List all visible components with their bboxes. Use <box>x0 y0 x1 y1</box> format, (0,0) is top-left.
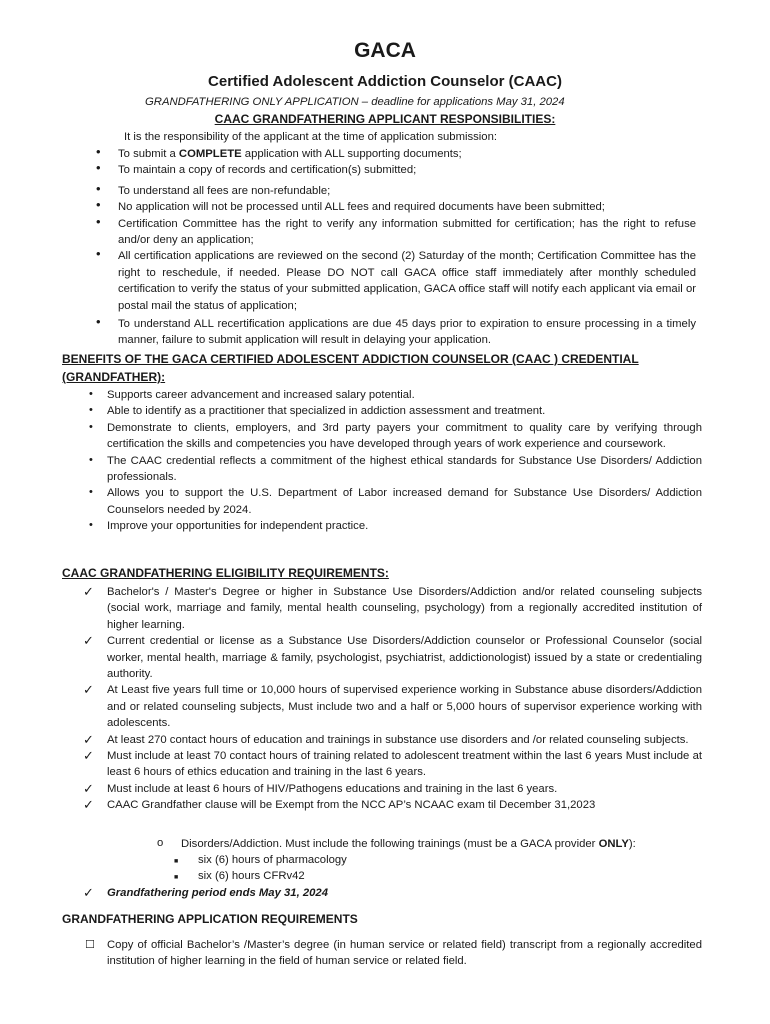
eligibility-subitem <box>157 836 721 852</box>
item-text: Allows you to support the U.S. Department of Labor increased demand for Substance Use Disorders/ Addiction Counselors needed by 2024. <box>107 487 702 516</box>
bullet-icon: • <box>96 160 101 176</box>
item-text: ): <box>628 838 636 850</box>
bullet-icon: • <box>96 314 101 330</box>
list-item <box>96 160 696 178</box>
app-requirements-heading: GRANDFATHERING APPLICATION REQUIREMENTS <box>62 912 358 926</box>
item-text: Must include at least 70 contact hours of training related to adolescent treatment within the last 6 years Must include at least 6 hours of ethics education and training in the last 6 years. <box>107 750 702 779</box>
square-bullet-icon: ■ <box>174 858 179 865</box>
item-text: All certification applications are reviewed on the second (2) Saturday of the month; Certification Committee has the right to reschedule, if needed. Please DO NOT call GACA office staff immediately after monthly scheduled certification to verify the status of your submitted application, GACA office staff will notify each applicant via email or postal mail the status of application; <box>118 250 696 312</box>
list-item <box>83 584 702 633</box>
item-text: Supports career advancement and increased salary potential. <box>107 389 415 401</box>
eligibility-subsub-item <box>174 868 305 884</box>
application-subtitle: GRANDFATHERING ONLY APPLICATION – deadline for applications May 31, 2024 <box>145 96 565 108</box>
responsibilities-intro: It is the responsibility of the applicant at the time of application submission: <box>124 131 497 143</box>
checkmark-icon: ✓ <box>83 633 94 649</box>
item-text: Certification Committee has the right to verify any information submitted for certification; has the right to refuse and/or deny an application; <box>118 217 696 247</box>
item-text: To maintain a copy of records and certification(s) submitted; <box>118 164 417 177</box>
checkmark-icon: ✓ <box>83 584 94 599</box>
bullet-icon: • <box>89 420 93 433</box>
item-text: No application will not be processed until ALL fees and required documents have been submitted; <box>118 201 605 214</box>
item-text: To understand all fees are non-refundable; <box>118 184 331 197</box>
responsibilities-list <box>96 144 696 347</box>
item-text: Current credential or license as a Substance Use Disorders/Addiction counselor or Professional Counselor (social worker, mental health, marriage & family, psychologist, psychiatrist, addictionologist) issued by a state or credentialing authority. <box>107 635 702 681</box>
bullet-icon: • <box>89 404 93 417</box>
item-text: Improve your opportunities for independent practice. <box>107 520 369 533</box>
list-item <box>89 420 702 453</box>
list-item <box>96 197 696 215</box>
list-item <box>83 797 702 813</box>
checkmark-icon: ✓ <box>83 748 94 764</box>
item-emphasis: COMPLETE <box>178 148 242 160</box>
item-text: Bachelor's / Master's Degree or higher in Substance Use Disorders/Addiction and/or related counseling subjects (social work, marriage and family, mental health counseling, psychology) from a regionally accredited institution of higher learning. <box>107 586 702 631</box>
bullet-icon: • <box>96 246 101 262</box>
item-text: application with ALL supporting documents; <box>241 148 462 160</box>
item-text: CAAC Grandfather clause will be Exempt from the NCC AP’s NCAAC exam til December 31,2023 <box>107 799 596 812</box>
doc-title: Certified Adolescent Addiction Counselor (CAAC) <box>208 73 562 90</box>
list-item <box>83 633 702 682</box>
benefits-heading: BENEFITS OF THE GACA CERTIFIED ADOLESCENT ADDICTION COUNSELOR (CAAC ) CREDENTIAL (GRANDFATHER): <box>62 352 639 384</box>
item-text: Grandfathering period ends May 31, 2024 <box>107 887 328 899</box>
list-item <box>96 246 696 314</box>
list-item <box>89 453 702 486</box>
list-item <box>89 403 702 419</box>
item-text: Copy of official Bachelor’s /Master’s degree (in human service or related field) transcript from a regionally accredited institution of higher learning in the field of human service or related field. <box>107 939 702 968</box>
eligibility-final-item <box>83 885 328 901</box>
item-text: At least 270 contact hours of education and trainings in substance use disorders and /or related counseling subjects. <box>107 733 689 746</box>
list-item <box>89 387 702 403</box>
list-item <box>89 485 702 518</box>
list-item <box>83 731 702 748</box>
list-item <box>83 780 702 797</box>
app-requirement-item <box>85 937 702 970</box>
bullet-icon: • <box>89 486 93 499</box>
circle-bullet-icon: o <box>157 837 164 849</box>
item-text: The CAAC credential reflects a commitment of the highest ethical standards for Substance Use Disorders/ Addiction professionals. <box>107 454 702 484</box>
bullet-icon: • <box>96 213 101 229</box>
item-text: six (6) hours of pharmacology <box>198 854 347 866</box>
checkbox-icon[interactable]: ☐ <box>85 939 95 951</box>
checkmark-icon: ✓ <box>83 780 94 796</box>
checkmark-icon: ✓ <box>83 797 94 813</box>
checkmark-icon: ✓ <box>83 682 94 698</box>
list-item <box>96 180 696 199</box>
bullet-icon: • <box>96 180 101 196</box>
list-item <box>83 748 702 781</box>
eligibility-heading: CAAC GRANDFATHERING ELIGIBILITY REQUIREMENTS: <box>62 566 389 580</box>
square-bullet-icon: ■ <box>174 874 179 881</box>
bullet-icon: • <box>96 144 101 159</box>
bullet-icon: • <box>89 519 93 532</box>
item-text: Demonstrate to clients, employers, and 3rd party payers your commitment to quality care by verifying through certification the skills and competencies you have developed through years of work experience and coursework. <box>107 421 702 451</box>
item-text: Disorders/Addiction. Must include the following trainings (must be a GACA provider <box>181 838 599 850</box>
benefits-list <box>89 387 702 535</box>
item-text: six (6) hours CFRv42 <box>198 870 305 882</box>
item-text: Must include at least 6 hours of HIV/Pathogens educations and training in the last 6 years. <box>107 782 558 795</box>
item-text: Able to identify as a practitioner that specialized in addiction assessment and treatment. <box>107 405 546 418</box>
checkmark-icon: ✓ <box>83 731 94 747</box>
bullet-icon: • <box>89 453 93 466</box>
list-item <box>96 144 696 162</box>
item-emphasis: ONLY <box>598 838 629 850</box>
item-text: To submit a <box>118 148 179 160</box>
list-item <box>89 518 702 534</box>
bullet-icon: • <box>89 388 93 400</box>
checkmark-icon: ✓ <box>83 885 94 900</box>
responsibilities-heading: CAAC GRANDFATHERING APPLICANT RESPONSIBILITIES: <box>214 112 556 126</box>
list-item <box>96 314 696 349</box>
item-text: At Least five years full time or 10,000 hours of supervised experience working in Substance abuse disorders/Addiction and or related counseling subjects, Must include two and a half or 5,000 hours of supervisor experience working with adolescents. <box>107 684 702 730</box>
org-title: GACA <box>354 39 416 62</box>
list-item <box>83 682 702 731</box>
item-text: To understand ALL recertification applications are due 45 days prior to expiration to ensure processing in a timely manner, failure to submit application will result in delaying your application. <box>118 318 696 347</box>
bullet-icon: • <box>96 197 101 213</box>
list-item <box>96 213 696 249</box>
eligibility-list <box>83 584 702 814</box>
eligibility-subsub-item <box>174 852 347 868</box>
